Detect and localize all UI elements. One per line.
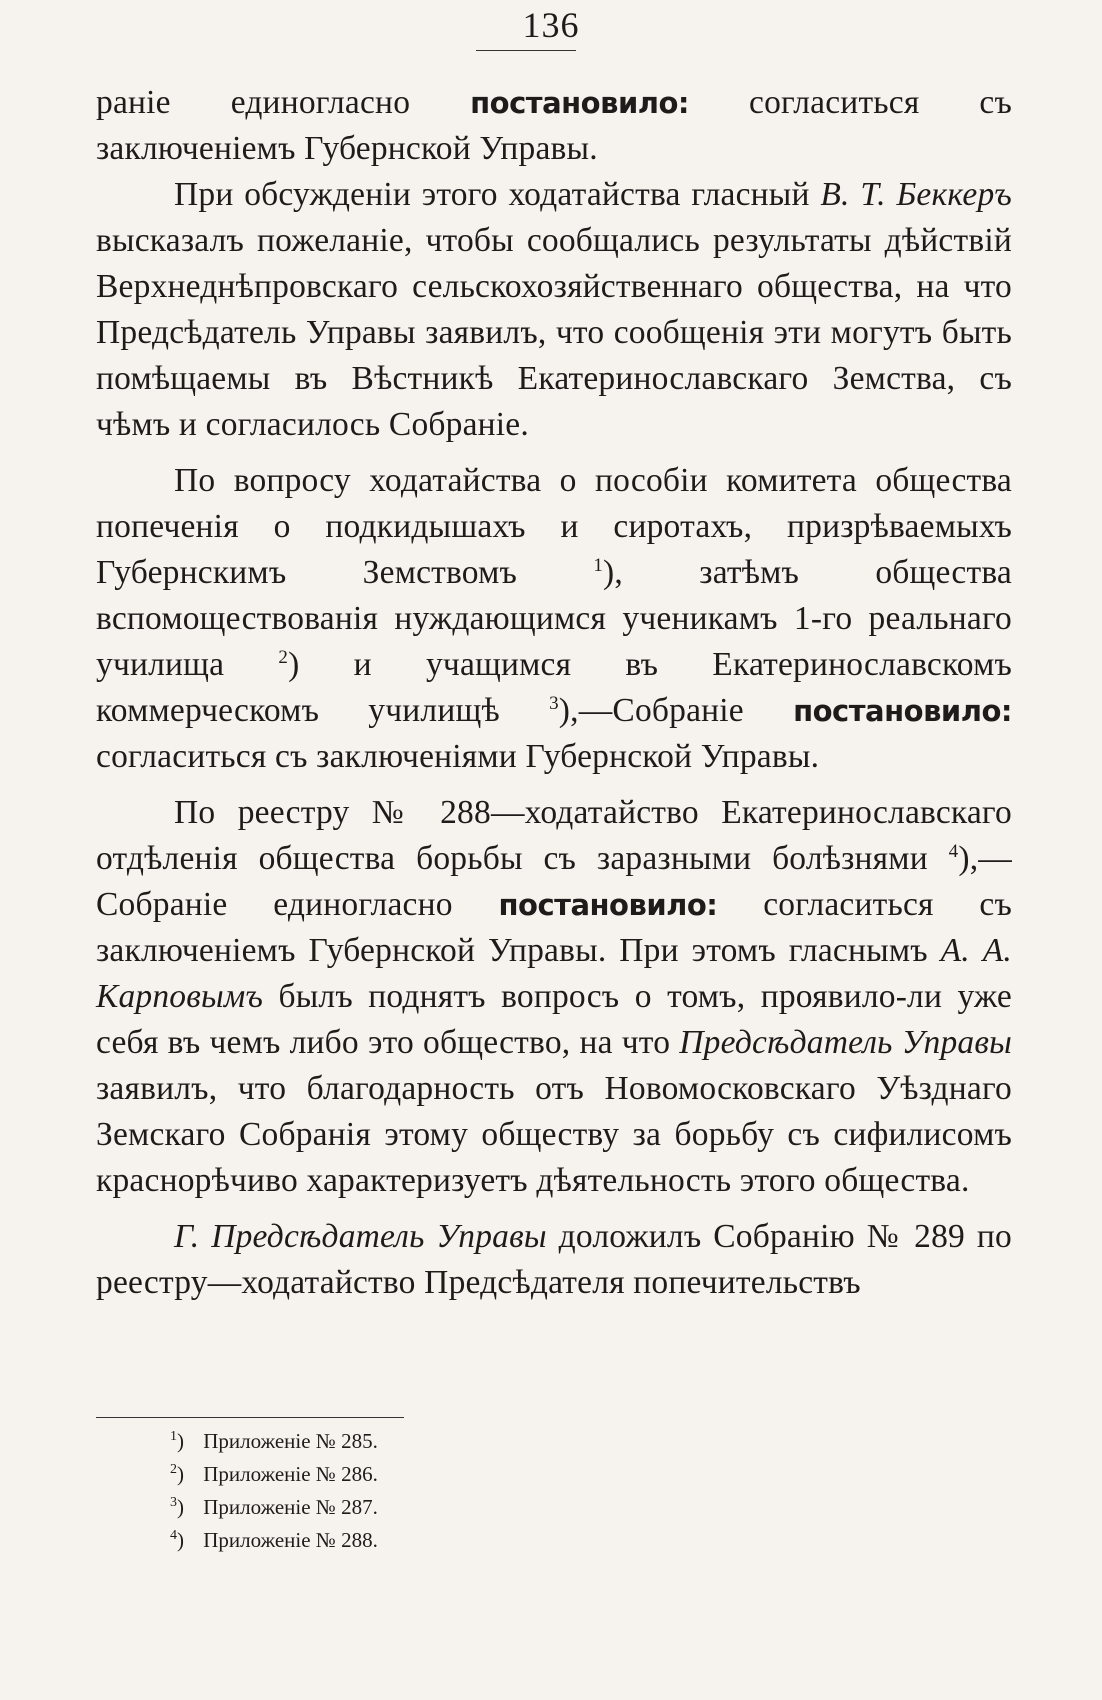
footnote-reference: 1 — [593, 554, 604, 576]
text-run: При обсужденіи этого ходатайства гласный — [174, 176, 821, 213]
bold-text: постановило: — [498, 888, 718, 922]
paragraph — [96, 172, 1012, 448]
footnote-mark: $^1$) — [170, 1429, 184, 1453]
footnote-mark: $^2$) — [170, 1462, 184, 1486]
footnote-rule — [96, 1417, 404, 1418]
text-run: ) и учащимся въ Екатеринославскомъ коммерческомъ училищѣ — [96, 646, 1012, 729]
italic-name: Предсѣдатель Управы — [679, 1024, 1012, 1061]
footnote-text: Приложеніе № 287. — [198, 1495, 378, 1519]
footnote-text: Приложеніе № 286. — [198, 1462, 378, 1486]
footnote — [170, 1524, 670, 1557]
text-run: былъ поднятъ вопросъ о томъ, проявило-ли уже себя въ чемъ либо это общество, на что — [96, 978, 1012, 1061]
text-run: согласиться съ заключеніями Губернской Управы. — [96, 738, 820, 775]
text-run: согласиться съ заключеніемъ Губернской Управы. При этомъ гласнымъ — [96, 886, 1012, 969]
body-text — [96, 80, 1012, 1306]
footnote — [170, 1458, 670, 1491]
paragraph — [96, 458, 1012, 780]
text-run: раніе единогласно — [96, 84, 471, 121]
footnote-number: 1 — [170, 1429, 177, 1444]
footnote-text: Приложеніе № 285. — [198, 1429, 378, 1453]
footnote-text: Приложеніе № 288. — [198, 1528, 378, 1552]
footnote-mark: $^3$) — [170, 1495, 184, 1519]
text-run: доложилъ Собранію № 289 по реестру—ходатайство Предсѣдателя попечительствъ — [96, 1218, 1012, 1301]
footnote-number: 3 — [170, 1495, 177, 1510]
text-run: согласиться съ заключеніемъ Губернской Управы. — [96, 84, 1012, 167]
paragraph — [96, 1214, 1012, 1306]
paragraph — [96, 790, 1012, 1204]
footnotes — [170, 1425, 670, 1557]
bold-text: постановило: — [793, 694, 1013, 728]
text-run: высказалъ пожеланіе, чтобы сообщались результаты дѣйствій Верхнеднѣпровскаго сельскохозяйственнаго общества, на что Предсѣдатель Управы заявилъ, что сообщенія эти могутъ быть помѣщаемы въ Вѣстникѣ Екатеринославскаго Земства, съ чѣмъ и согласилось Собраніе. — [96, 222, 1012, 443]
italic-name: А. А. Карповымъ — [96, 932, 1012, 1015]
text-run: По реестру № 288—ходатайство Екатеринославскаго отдѣленія общества борьбы съ заразными болѣзнями — [96, 794, 1012, 877]
text-run: По вопросу ходатайства о пособіи комитета общества попеченія о подкидышахъ и сиротахъ, призрѣваемыхъ Губернскимъ Земствомъ — [96, 462, 1012, 591]
text-run: ), затѣмъ общества вспомоществованія нуждающимся ученикамъ 1-го реальнаго училища — [96, 554, 1012, 683]
paragraph — [96, 80, 1012, 172]
footnote-mark: $^4$) — [170, 1528, 184, 1552]
italic-name: В. Т. Беккеръ — [820, 176, 1012, 213]
footnote — [170, 1425, 670, 1458]
footnote-number: 2 — [170, 1462, 177, 1477]
header-rule — [476, 50, 576, 51]
text-run: ),—Собраніе единогласно — [96, 840, 1012, 923]
footnote-reference: 2 — [278, 646, 289, 668]
footnote-reference: 4 — [948, 840, 959, 862]
footnote-reference: 3 — [549, 692, 559, 714]
page-number: 136 — [522, 5, 580, 45]
footnote-number: 4 — [170, 1528, 177, 1543]
text-run: заявилъ, что благодарность отъ Новомосковскаго Уѣзднаго Земскаго Собранія этому обществу за борьбу съ сифилисомъ краснорѣчиво характеризуетъ дѣятельность этого общества. — [96, 1070, 1012, 1199]
bold-text: постановило: — [470, 86, 690, 120]
italic-name: Г. Предсѣдатель Управы — [174, 1218, 547, 1255]
text-run: ),—Собраніе — [558, 692, 794, 729]
footnote — [170, 1491, 670, 1524]
